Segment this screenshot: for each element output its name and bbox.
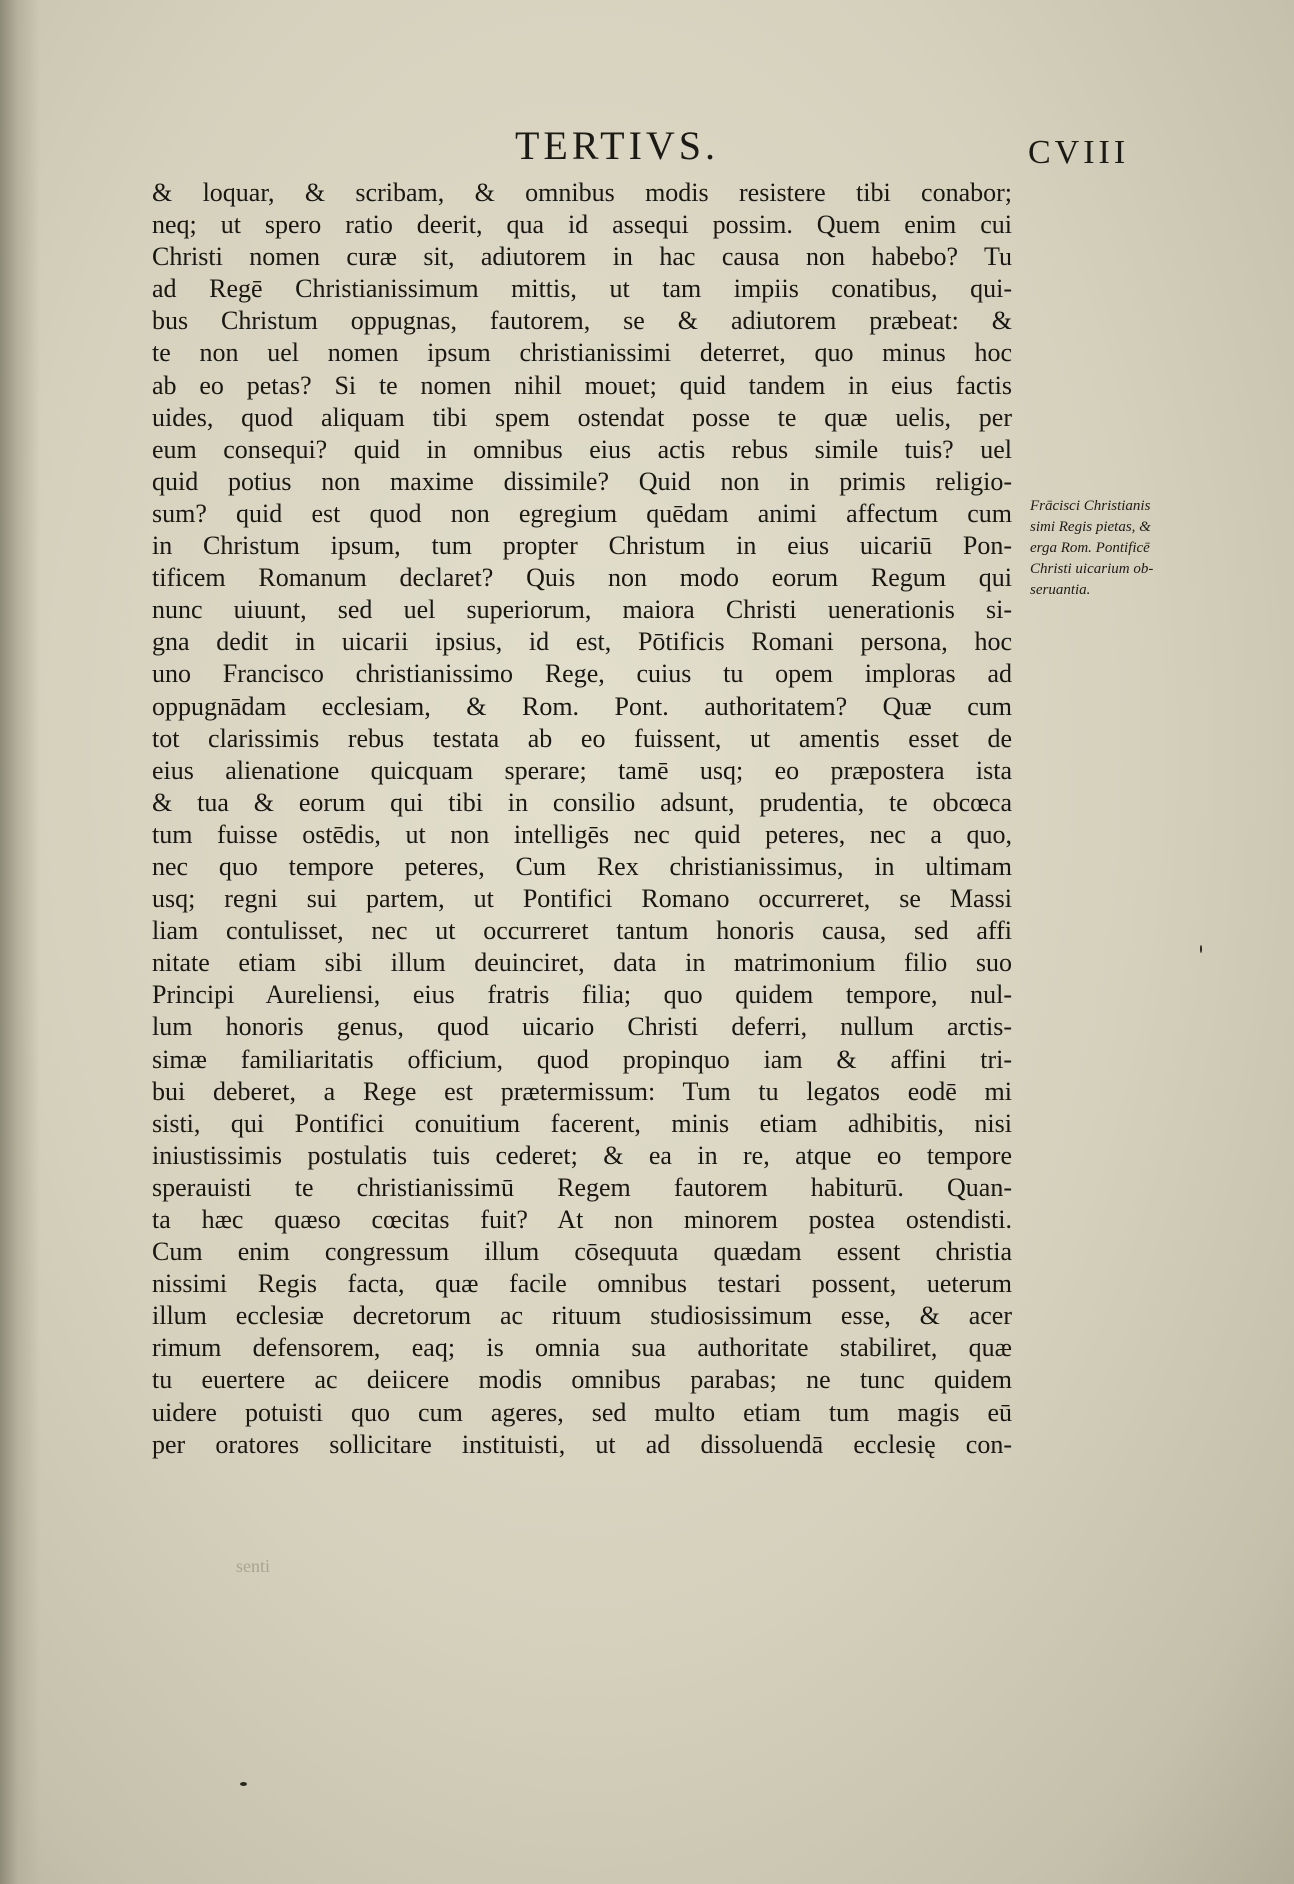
text-line: nitate etiam sibi illum deuinciret, data in matrimonium filio suo <box>152 948 1012 978</box>
margin-note-line: Christi uicarium ob- <box>1030 561 1154 577</box>
text-line: oppugnādam ecclesiam, & Rom. Pont. authoritatem? Quæ cum <box>152 691 1012 721</box>
text-line: quid potius non maxime dissimile? Quid non in primis religio- <box>152 466 1012 496</box>
text-line: ta hæc quæso cœcitas fuit? At non minorem postea ostendisti. <box>152 1205 1012 1234</box>
text-line: iniustissimis postulatis tuis cederet; & ea in re, atque eo tempore <box>152 1140 1012 1170</box>
text-line: tot clarissimis rebus testata ab eo fuissent, ut amentis esset de <box>152 723 1012 753</box>
text-line: illum ecclesiæ decretorum ac rituum studiosissimum esse, & acer <box>152 1301 1012 1331</box>
body-text <box>152 177 1012 1461</box>
text-line: nissimi Regis facta, quæ facile omnibus testari possent, ueterum <box>152 1269 1012 1299</box>
text-line: & loquar, & scribam, & omnibus modis resistere tibi conabor; <box>152 178 1012 207</box>
text-line: uno Francisco christianissimo Rege, cuius tu opem imploras ad <box>152 659 1012 689</box>
text-line: eum consequi? quid in omnibus eius actis rebus simile tuis? uel <box>152 434 1012 464</box>
text-line: liam contulisset, nec ut occurreret tantum honoris causa, sed affi <box>152 916 1012 946</box>
margin-note-line: erga Rom. Pontificē <box>1030 540 1150 556</box>
gutter-shadow <box>0 0 40 1884</box>
text-line: per oratores sollicitare instituisti, ut ad dissoluendā ecclesię con- <box>152 1429 1012 1459</box>
text-line: ab eo petas? Si te nomen nihil mouet; quid tandem in eius factis <box>152 370 1012 400</box>
text-line: sisti, qui Pontifici conuitium facerent, minis etiam adhibitis, nisi <box>152 1108 1012 1138</box>
margin-note-line: simi Regis pietas, & <box>1030 519 1151 535</box>
text-line: eius alienatione quicquam sperare; tamē usq; eo præpostera ista <box>152 755 1012 785</box>
text-line: simæ familiaritatis officium, quod propinquo iam & affini tri- <box>152 1044 1012 1074</box>
text-line: & tua & eorum qui tibi in consilio adsunt, prudentia, te obcœca <box>152 787 1012 817</box>
text-line: Principi Aureliensi, eius fratris filia; quo quidem tempore, nul- <box>152 980 1012 1010</box>
text-line: uides, quod aliquam tibi spem ostendat posse te quæ uelis, per <box>152 402 1012 432</box>
text-line: bus Christum oppugnas, fautorem, se & adiutorem præbeat: & <box>152 306 1012 336</box>
text-line: nec quo tempore peteres, Cum Rex christianissimus, in ultimam <box>152 851 1012 881</box>
text-line: usq; regni sui partem, ut Pontifici Romano occurreret, se Massi <box>152 884 1012 914</box>
text-line: te non uel nomen ipsum christianissimi deterret, quo minus hoc <box>152 338 1012 368</box>
text-line: sperauisti te christianissimū Regem fautorem habiturū. Quan- <box>152 1172 1012 1202</box>
margin-note <box>1030 496 1230 601</box>
text-line: tu euertere ac deiicere modis omnibus parabas; ne tunc quidem <box>152 1365 1012 1395</box>
text-line: Cum enim congressum illum cōsequuta quædam essent christia <box>152 1237 1012 1267</box>
text-line: neq; ut spero ratio deerit, qua id assequi possim. Quem enim cui <box>152 210 1012 240</box>
text-line: sum? quid est quod non egregium quēdam animi affectum cum <box>152 498 1012 528</box>
text-line: tum fuisse ostēdis, ut non intelligēs nec quid peteres, nec a quo, <box>152 819 1012 849</box>
text-line: tificem Romanum declaret? Quis non modo eorum Regum qui <box>152 563 1012 593</box>
folio-number: CVIII <box>1028 134 1130 171</box>
text-line: ad Regē Christianissimum mittis, ut tam impiis conatibus, qui- <box>152 274 1012 304</box>
catchword: senti <box>236 1556 270 1576</box>
text-line: nunc uiuunt, sed uel superiorum, maiora Christi uenerationis si- <box>152 595 1012 625</box>
text-line: lum honoris genus, quod uicario Christi deferri, nullum arctis- <box>152 1012 1012 1042</box>
margin-note-line: seruantia. <box>1030 582 1091 598</box>
text-line: in Christum ipsum, tum propter Christum in eius uicariū Pon- <box>152 531 1012 561</box>
ink-speck <box>1200 945 1202 953</box>
text-line: Christi nomen curæ sit, adiutorem in hac causa non habebo? Tu <box>152 242 1012 272</box>
text-line: gna dedit in uicarii ipsius, id est, Pōtificis Romani persona, hoc <box>152 627 1012 657</box>
running-head: TERTIVS. <box>515 123 720 168</box>
margin-note-line: Frācisci Christianis <box>1030 498 1151 514</box>
text-line: bui deberet, a Rege est prætermissum: Tum tu legatos eodē mi <box>152 1076 1012 1106</box>
text-line: uidere potuisti quo cum ageres, sed multo etiam tum magis eū <box>152 1397 1012 1427</box>
text-line: rimum defensorem, eaq; is omnia sua authoritate stabiliret, quæ <box>152 1333 1012 1363</box>
ink-speck <box>240 1782 247 1786</box>
